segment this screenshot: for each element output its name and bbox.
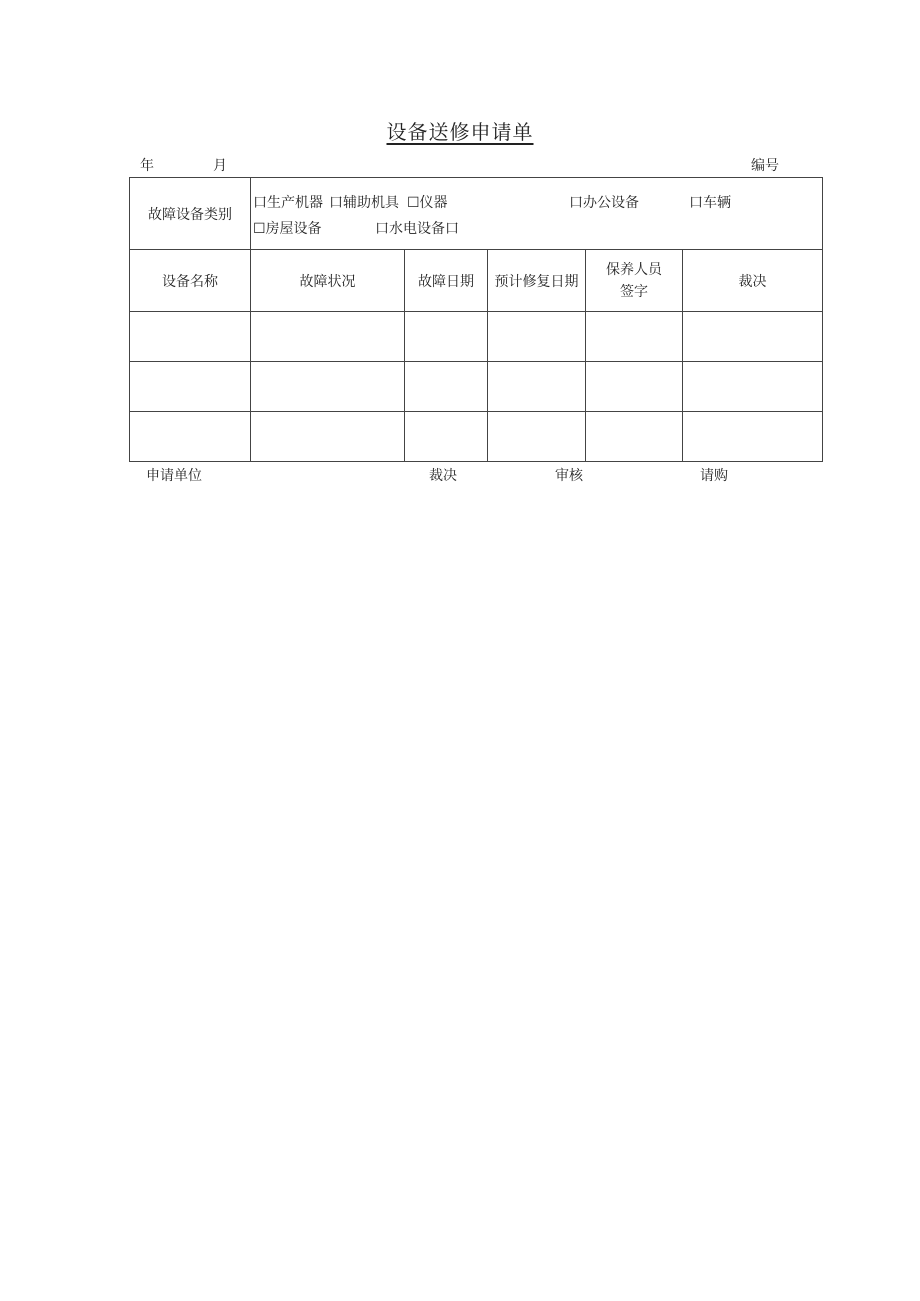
cell-fault-status[interactable] [251,412,405,462]
option-production-machine[interactable]: 口生产机器 [253,195,323,211]
table-row [130,412,823,462]
purchase-request-label: 请购 [700,468,728,484]
table-row [130,362,823,412]
cell-decision[interactable] [683,312,823,362]
col-maintenance-staff-signature [586,250,683,312]
cell-expected-repair-date[interactable] [488,312,586,362]
category-options [251,178,823,250]
month-label: 月 [213,158,227,174]
col-equipment-name: 设备名称 [130,250,251,312]
year-label: 年 [140,158,154,174]
cell-staff-signature[interactable] [586,362,683,412]
cell-equipment-name[interactable] [130,362,251,412]
option-vehicle[interactable]: 口车辆 [689,195,731,211]
cell-staff-signature[interactable] [586,412,683,462]
cell-equipment-name[interactable] [130,312,251,362]
category-label: 故障设备类别 [130,178,251,250]
cell-decision[interactable] [683,412,823,462]
option-building-equipment[interactable]: ☐房屋设备 [253,221,322,237]
cell-decision[interactable] [683,362,823,412]
cell-expected-repair-date[interactable] [488,412,586,462]
review-label: 审核 [555,468,583,484]
applicant-unit-label: 申请单位 [146,468,202,484]
col-fault-status: 故障状况 [251,250,405,312]
form-title: 设备送修申请单 [386,120,534,144]
col-expected-repair-date: 预计修复日期 [488,250,586,312]
cell-fault-date[interactable] [405,412,488,462]
table-row [130,312,823,362]
col-staff-line1: 保养人员 [606,261,662,278]
option-auxiliary-tools[interactable]: 口辅助机具 [329,195,399,211]
cell-fault-status[interactable] [251,362,405,412]
cell-fault-date[interactable] [405,362,488,412]
option-water-electric-equipment[interactable]: 口水电设备口 [375,221,459,237]
cell-expected-repair-date[interactable] [488,362,586,412]
repair-request-table [129,177,823,462]
cell-equipment-name[interactable] [130,412,251,462]
option-office-equipment[interactable]: 口办公设备 [569,195,639,211]
cell-fault-status[interactable] [251,312,405,362]
col-decision: 裁决 [683,250,823,312]
number-label: 编号 [751,158,779,174]
col-fault-date: 故障日期 [405,250,488,312]
decision-label: 裁决 [429,468,457,484]
col-staff-line2: 签字 [620,283,648,300]
cell-fault-date[interactable] [405,312,488,362]
option-instrument[interactable]: ☐仪器 [407,195,448,211]
cell-staff-signature[interactable] [586,312,683,362]
